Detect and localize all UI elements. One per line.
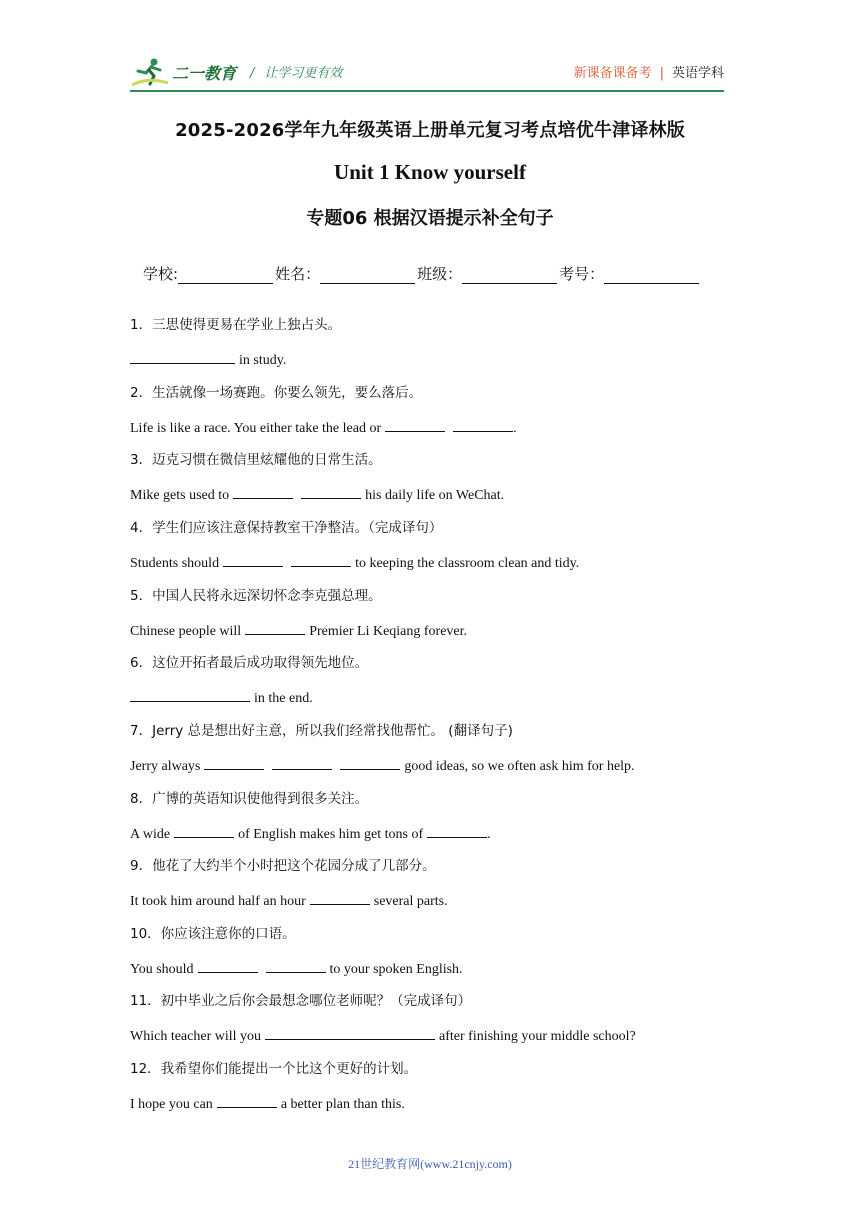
- slogan-text: 让学习更有效: [264, 66, 343, 81]
- answer-blank[interactable]: [198, 959, 258, 973]
- answer-blank[interactable]: [223, 553, 283, 567]
- answer-blank[interactable]: [427, 824, 487, 838]
- question-6-prompt: 6．这位开拓者最后成功取得领先地位。: [130, 655, 369, 671]
- question-12-prompt: 12．我希望你们能提出一个比这个更好的计划。: [130, 1061, 418, 1077]
- answer-blank[interactable]: [204, 756, 264, 770]
- answer-blank[interactable]: [272, 756, 332, 770]
- answer-blank[interactable]: [310, 891, 370, 905]
- document-title: 2025-2026学年九年级英语上册单元复习考点培优牛津译林版: [175, 120, 685, 141]
- question-2-sentence: Life is like a race. You either take the lead or .: [130, 418, 517, 438]
- answer-blank[interactable]: [130, 350, 235, 364]
- question-1-sentence: in study.: [130, 350, 286, 370]
- question-8-prompt: 8．广博的英语知识使他得到很多关注。: [130, 791, 369, 807]
- answer-blank[interactable]: [130, 688, 250, 702]
- page-footer: 21世纪教育网(www.21cnjy.com): [348, 1157, 512, 1171]
- question-10-sentence: You should to your spoken English.: [130, 959, 463, 979]
- topic-title: 专题06 根据汉语提示补全句子: [306, 208, 554, 229]
- slogan-slash: /: [250, 66, 255, 81]
- logo-text: 二一教育: [172, 63, 237, 83]
- name-field[interactable]: [320, 267, 415, 284]
- question-11-sentence: Which teacher will you after finishing your middle school?: [130, 1026, 636, 1046]
- header-separator: |: [659, 66, 664, 81]
- school-label: 学校:: [143, 265, 179, 283]
- class-field[interactable]: [462, 267, 557, 284]
- question-9-prompt: 9．他花了大约半个小时把这个花园分成了几部分。: [130, 858, 436, 874]
- question-2-prompt: 2．生活就像一场赛跑。你要么领先，要么落后。: [130, 385, 423, 401]
- question-7-sentence: Jerry always good ideas, so we often ask him for help.: [130, 756, 635, 776]
- answer-blank[interactable]: [245, 621, 305, 635]
- question-4-sentence: Students should to keeping the classroom clean and tidy.: [130, 553, 579, 573]
- question-9-sentence: It took him around half an hour several parts.: [130, 891, 448, 911]
- student-info-row: [143, 263, 701, 284]
- exam-no-field[interactable]: [604, 267, 699, 284]
- exam-no-label: 考号：: [559, 265, 605, 283]
- question-8-sentence: A wide of English makes him get tons of .: [130, 824, 491, 844]
- answer-blank[interactable]: [233, 485, 293, 499]
- logo: [130, 56, 236, 88]
- answer-blank[interactable]: [385, 418, 445, 432]
- question-5-sentence: Chinese people will Premier Li Keqiang forever.: [130, 621, 467, 641]
- question-7-prompt: 7．Jerry 总是想出好主意，所以我们经常找他帮忙。 (翻译句子): [130, 723, 513, 739]
- question-1-prompt: 1．三思使得更易在学业上独占头。: [130, 317, 342, 333]
- header-tag-subject: 英语学科: [671, 66, 724, 81]
- header-tag-course: 新课备课备考: [573, 66, 652, 81]
- answer-blank[interactable]: [301, 485, 361, 499]
- question-10-prompt: 10．你应该注意你的口语。: [130, 926, 296, 942]
- question-5-prompt: 5．中国人民将永远深切怀念李克强总理。: [130, 588, 382, 604]
- answer-blank[interactable]: [453, 418, 513, 432]
- name-label: 姓名：: [275, 265, 321, 283]
- answer-blank[interactable]: [265, 1026, 435, 1040]
- class-label: 班级：: [417, 265, 463, 283]
- page-header: [130, 56, 724, 92]
- answer-blank[interactable]: [291, 553, 351, 567]
- question-11-prompt: 11．初中毕业之后你会最想念哪位老师呢？（完成译句）: [130, 993, 472, 1009]
- school-field[interactable]: [178, 267, 273, 284]
- question-12-sentence: I hope you can a better plan than this.: [130, 1094, 405, 1114]
- answer-blank[interactable]: [217, 1094, 277, 1108]
- answer-blank[interactable]: [340, 756, 400, 770]
- slogan: [250, 62, 342, 81]
- running-person-logo-icon: [130, 57, 170, 87]
- answer-blank[interactable]: [266, 959, 326, 973]
- question-4-prompt: 4．学生们应该注意保持教室干净整洁。（完成译句）: [130, 520, 443, 536]
- answer-blank[interactable]: [174, 824, 234, 838]
- question-6-sentence: in the end.: [130, 688, 313, 708]
- header-tags: [574, 62, 724, 81]
- unit-title: Unit 1 Know yourself: [334, 160, 526, 184]
- question-3-prompt: 3．迈克习惯在微信里炫耀他的日常生活。: [130, 452, 382, 468]
- question-3-sentence: Mike gets used to his daily life on WeChat.: [130, 485, 504, 505]
